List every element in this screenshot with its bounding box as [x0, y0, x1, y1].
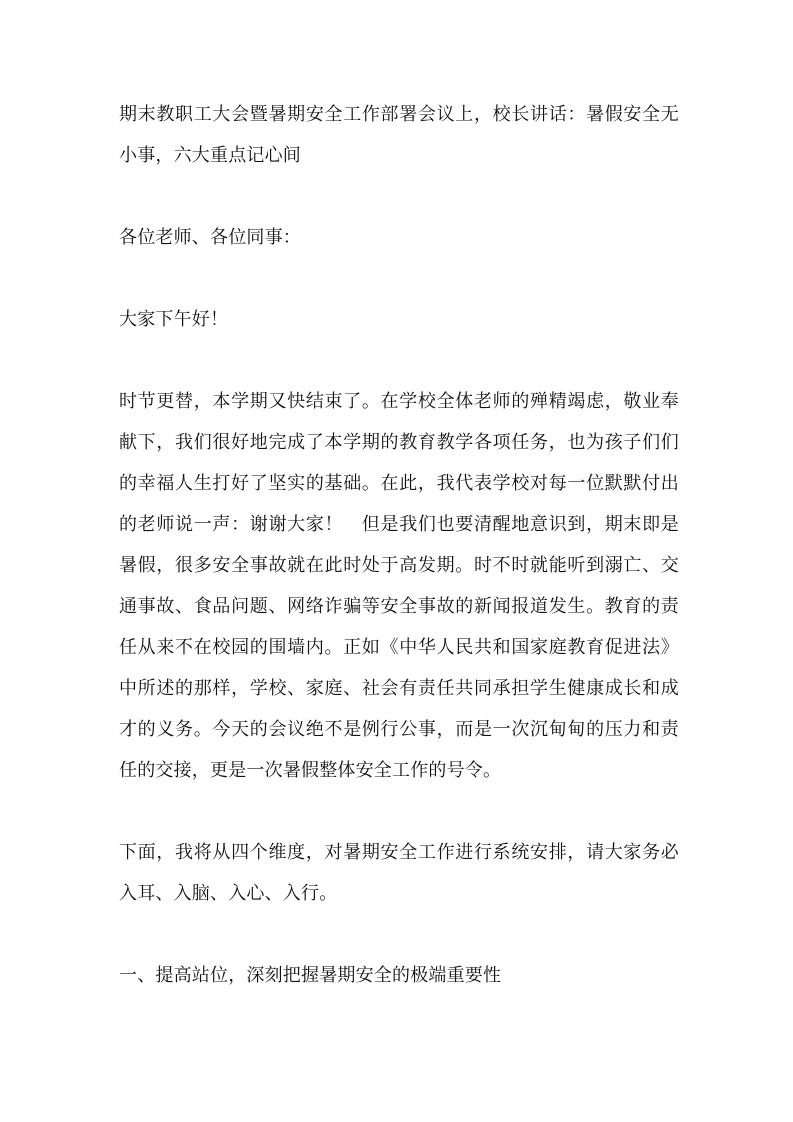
section-heading: 一、提高站位，深刻把握暑期安全的极端重要性 — [119, 965, 502, 986]
document-title: 期末教职工大会暨暑期安全工作部署会议上，校长讲话：暑假安全无小事，六大重点记心间 — [119, 104, 679, 166]
greeting: 大家下午好！ — [119, 309, 229, 330]
salutation: 各位老师、各位同事： — [119, 227, 301, 248]
document-body — [119, 94, 679, 996]
body-paragraph-outline: 下面，我将从四个维度，对暑期安全工作进行系统安排，请大家务必入耳、入脑、入心、入行。 — [119, 842, 679, 904]
body-paragraph-intro: 时节更替，本学期又快结束了。在学校全体老师的殚精竭虑，敬业奉献下，我们很好地完成了本学期的教育教学各项任务，也为孩子们们的幸福人生打好了坚实的基础。在此，我代表学校对每一位默默付出的老师说一声：谢谢大家！ 但是我们也要清醒地意识到，期末即是暑假，很多安全事故就在此时处于高发期。时不时就能听到溺亡、交通事故、食品问题、网络诈骗等安全事故的新闻报道发生。教育的责任从来不在校园的围墙内。正如《中华人民共和国家庭教育促进法》中所述的那样，学校、家庭、社会有责任共同承担学生健康成长和成才的义务。今天的会议绝不是例行公事，而是一次沉甸甸的压力和责任的交接，更是一次暑假整体安全工作的号令。 — [119, 391, 679, 781]
